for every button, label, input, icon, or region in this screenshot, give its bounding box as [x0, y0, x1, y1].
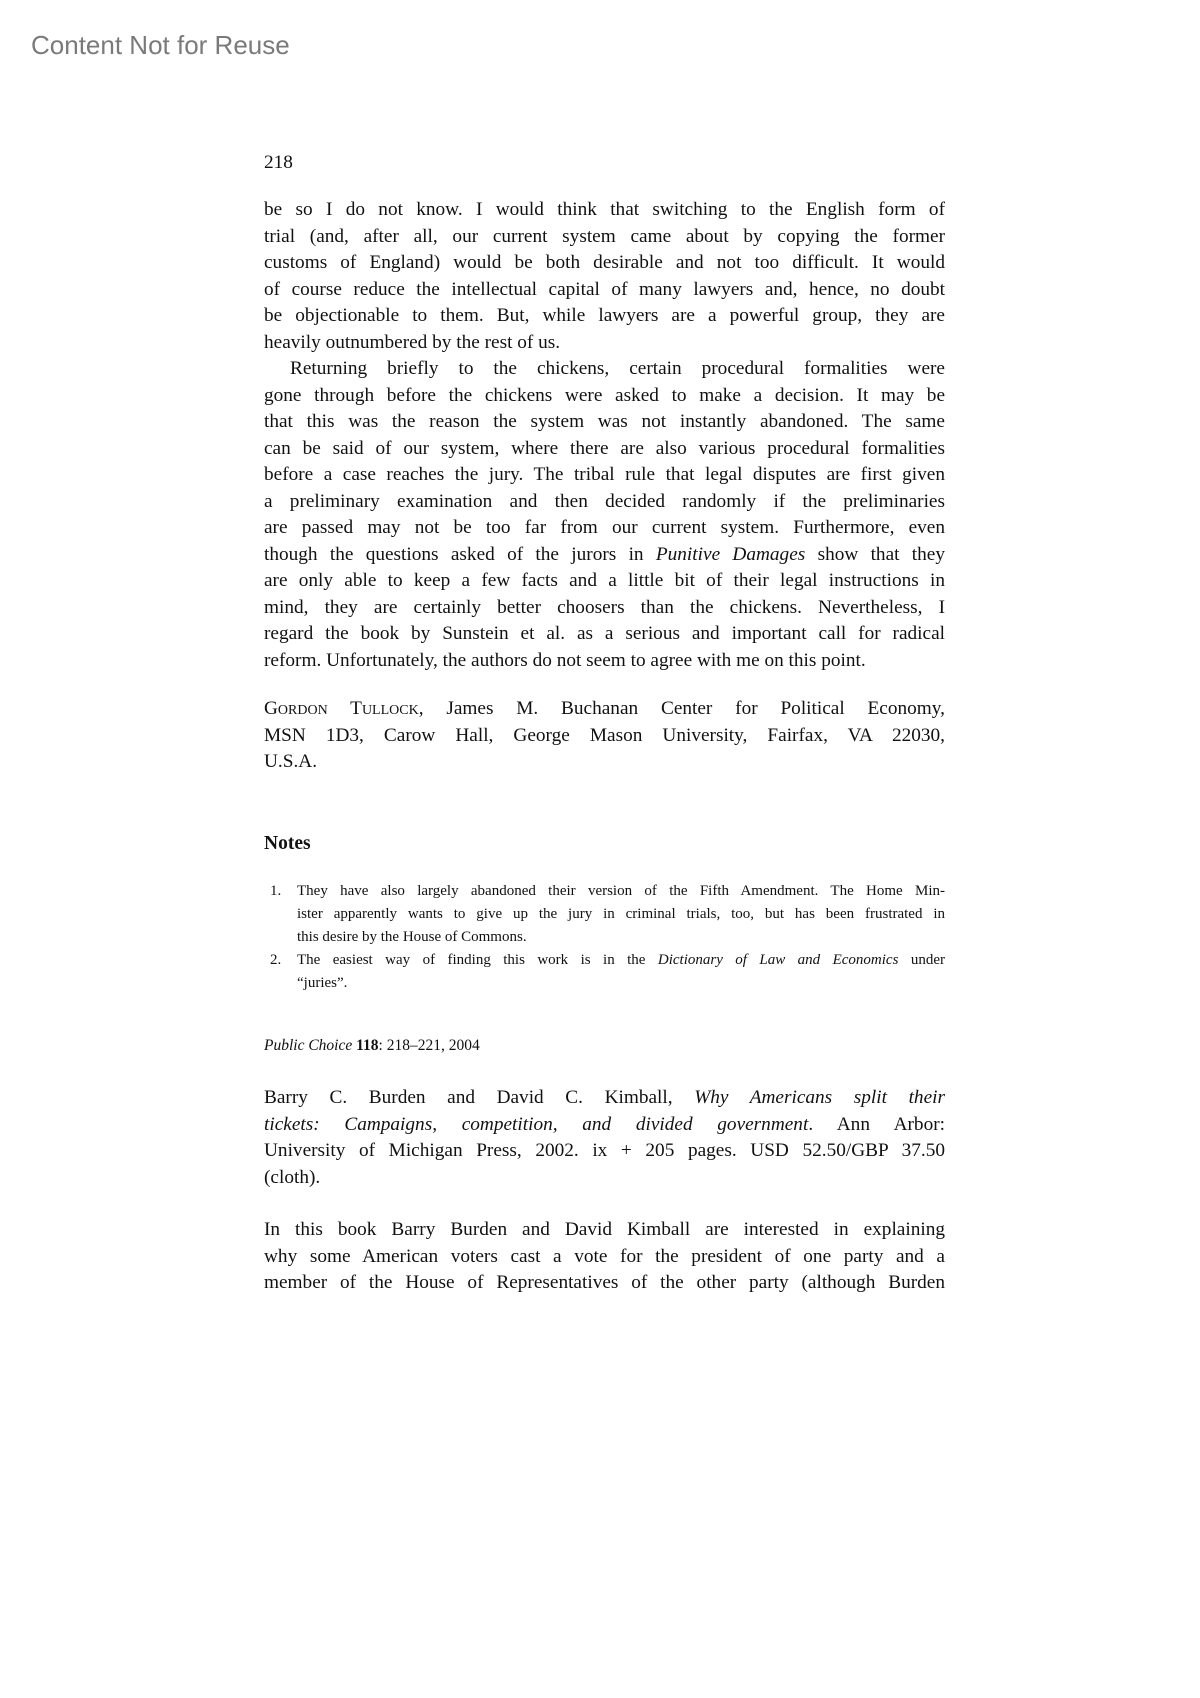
notes-heading: Notes — [264, 833, 311, 854]
text-line: a preliminary examination and then decided randomly if the preliminaries — [264, 490, 945, 512]
note-line: “juries”. — [297, 974, 348, 991]
text: under — [898, 951, 945, 968]
book-title: Why Americans split their — [694, 1087, 945, 1108]
journal-reference — [264, 1035, 480, 1057]
text-line: U.S.A. — [264, 751, 318, 772]
journal-name: Public Choice — [264, 1037, 353, 1054]
note-number: 2. — [270, 951, 282, 968]
note-number: 1. — [270, 883, 282, 899]
journal-pages: : 218–221, 2004 — [378, 1037, 480, 1054]
text-line: (cloth). — [264, 1166, 321, 1188]
text-line: Returning briefly to the chickens, certain procedural formalities were — [290, 358, 945, 379]
text-line: can be said of our system, where there are also various procedural formalities — [264, 437, 945, 459]
text-line: University of Michigan Press, 2002. ix + 205 pages. USD 52.50/GBP 37.50 — [264, 1140, 945, 1161]
italic-title: Punitive Damages — [655, 543, 806, 565]
text-line — [264, 1085, 945, 1112]
italic-title: Dictionary of Law and Economics — [657, 951, 899, 968]
note-line: They have also largely abandoned their version of the Fifth Amendment. The Home Min- — [297, 883, 945, 899]
text: , James M. Buchanan Center for Political Economy, — [418, 698, 945, 719]
text-line: are passed may not be too far from our current system. Furthermore, even — [264, 517, 945, 538]
text-line — [264, 1112, 945, 1139]
text-line: gone through before the chickens were asked to make a decision. It may be — [264, 384, 945, 406]
text-line: regard the book by Sunstein et al. as a serious and important call for radical — [264, 623, 945, 644]
text-line: mind, they are certainly better choosers than the chickens. Nevertheless, I — [264, 596, 945, 618]
note-item — [264, 880, 945, 949]
paragraph-3 — [264, 1217, 945, 1297]
note-line: this desire by the House of Commons. — [297, 928, 527, 945]
note-line: ister apparently wants to give up the jury in criminal trials, too, but has been frustrated in — [297, 905, 945, 922]
text-line: MSN 1D3, Carow Hall, George Mason University, Fairfax, VA 22030, — [264, 724, 945, 746]
note-line — [297, 949, 945, 972]
watermark: Content Not for Reuse — [31, 30, 290, 60]
text-line: are only able to keep a few facts and a little bit of their legal instructions in — [264, 570, 945, 591]
text-line: customs of England) would be both desirable and not too difficult. It would — [264, 252, 945, 273]
text-line: that this was the reason the system was not instantly abandoned. The same — [264, 411, 945, 432]
book-title: tickets: Campaigns, competition, and divided government — [264, 1113, 809, 1135]
text-line: why some American voters cast a vote for the president of one party and a — [264, 1245, 945, 1267]
text: . Ann Arbor: — [808, 1113, 945, 1135]
text-line: of course reduce the intellectual capital of many lawyers and, hence, no doubt — [264, 278, 945, 300]
page-number: 218 — [264, 152, 293, 173]
text-line: heavily outnumbered by the rest of us. — [264, 331, 561, 353]
text-line: trial (and, after all, our current system came about by copying the former — [264, 225, 945, 247]
text-line: be so I do not know. I would think that switching to the English form of — [264, 199, 945, 220]
text-line — [264, 542, 945, 569]
text-line: In this book Barry Burden and David Kimball are interested in explaining — [264, 1219, 945, 1240]
journal-volume: 118 — [356, 1037, 379, 1054]
text: The easiest way of finding this work is in the — [297, 951, 658, 968]
paragraph-1 — [264, 197, 945, 674]
author-name: Gordon Tullock — [264, 698, 419, 719]
notes-list — [264, 880, 945, 994]
note-item — [264, 949, 945, 995]
text-line: member of the House of Representatives of the other party (although Burden — [264, 1272, 945, 1293]
book-citation — [264, 1085, 945, 1191]
text-line: before a case reaches the jury. The tribal rule that legal disputes are first given — [264, 464, 945, 485]
text-line — [264, 696, 945, 723]
text: though the questions asked of the jurors in — [264, 543, 656, 565]
text-line: be objectionable to them. But, while lawyers are a powerful group, they are — [264, 305, 945, 326]
text-line: reform. Unfortunately, the authors do not seem to agree with me on this point. — [264, 649, 866, 671]
text: Barry C. Burden and David C. Kimball, — [264, 1087, 695, 1108]
author-affiliation — [264, 696, 945, 776]
text: show that they — [805, 543, 945, 565]
